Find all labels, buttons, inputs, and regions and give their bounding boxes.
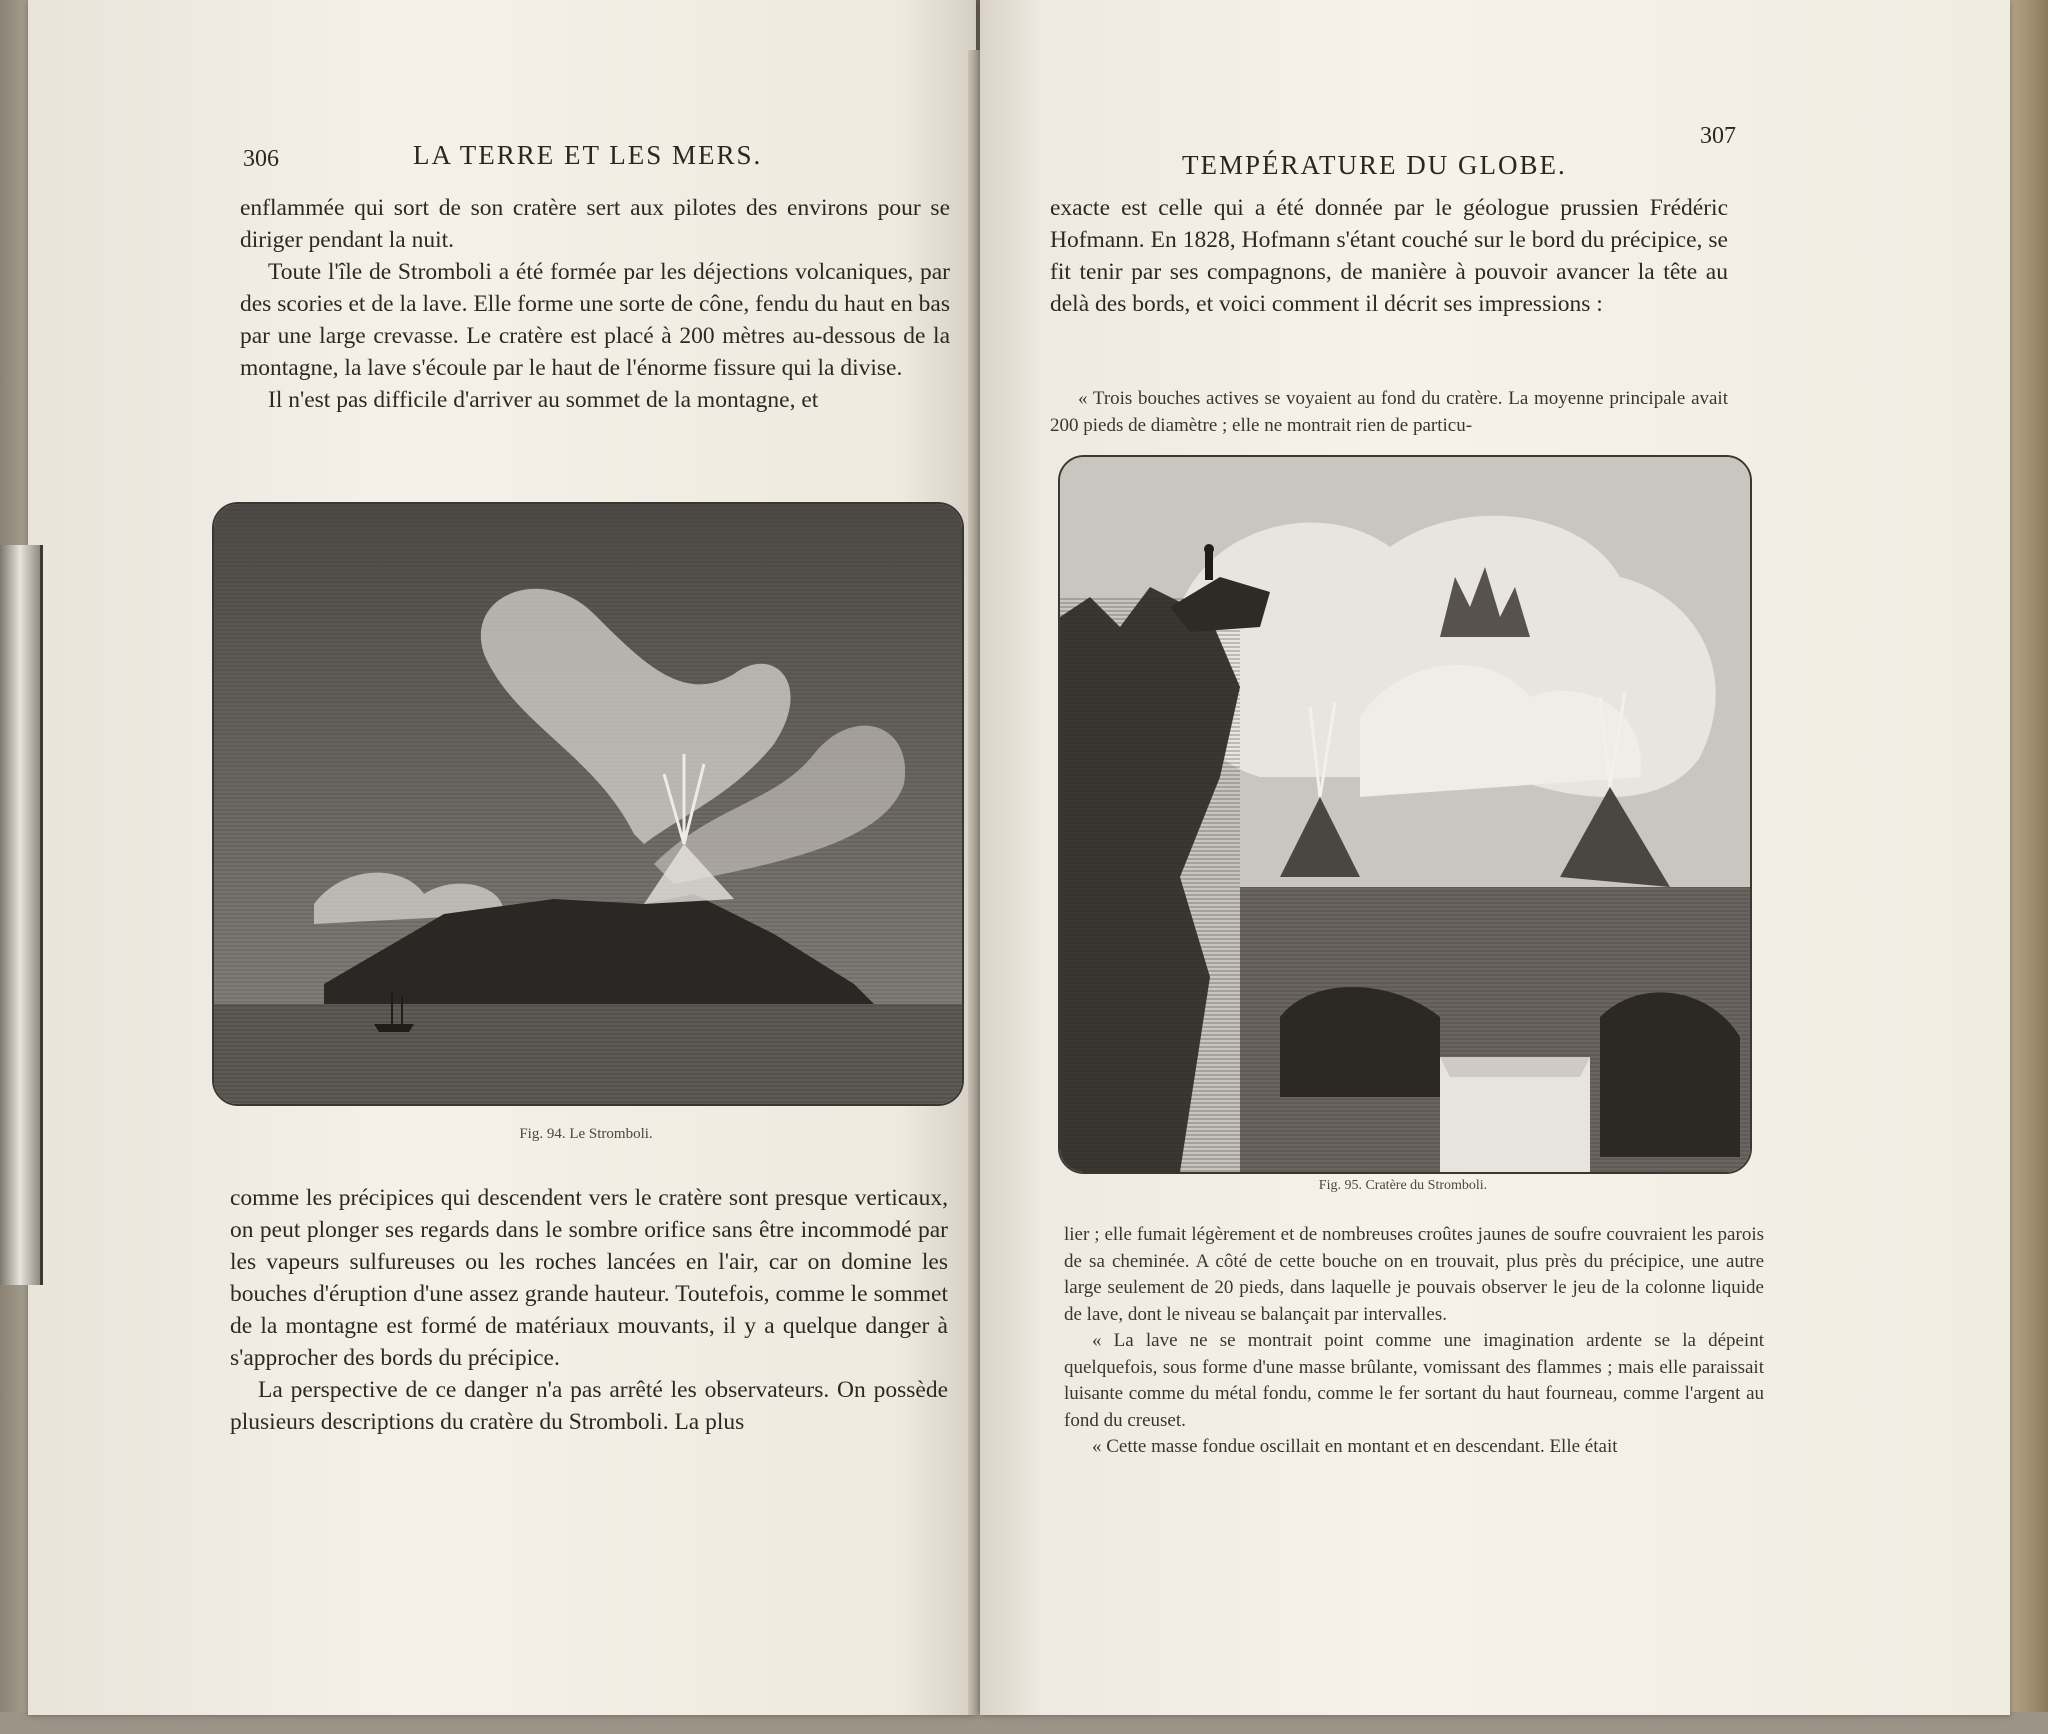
right-page [980,0,2010,1715]
left-text-bottom [230,1182,948,1438]
figure-stromboli-engraving [212,502,964,1106]
right-text-top [1050,192,1728,320]
quote-paragraph: « Trois bouches actives se voyaient au fond du cratère. La moyenne principale avait 200 pieds de diamètre ; elle ne montrait rien de particu- [1050,388,1728,436]
figure-caption-right: Fig. 95. Cratère du Stromboli. [1318,1178,1488,1193]
volcano-island-illustration [214,504,962,1104]
figure-caption-left: Fig. 94. Le Stromboli. [519,1126,653,1142]
crater-illustration [1060,457,1750,1172]
left-page [28,0,976,1715]
right-quote-bottom [1064,1222,1764,1461]
page-number-left: 306 [243,146,279,172]
quote-paragraph: « Cette masse fondue oscillait en montant et en descendant. Elle était [1092,1436,1618,1457]
figure-crater-engraving [1058,455,1752,1174]
paragraph: La perspective de ce danger n'a pas arrêté les observateurs. On possède plusieurs descriptions du cratère du Stromboli. La plus [230,1377,948,1435]
running-head-right: TEMPÉRATURE DU GLOBE. [1182,150,1567,180]
paragraph: Toute l'île de Stromboli a été formée par les déjections volcaniques, par des scories et de la lave. Elle forme une sorte de cône, fendu du haut en bas par une large crevasse. Le cratère est placé à 200 mètres au-dessous de la montagne, la lave s'écoule par le haut de l'énorme fissure qui la divise. [240,259,950,381]
paragraph: enflammée qui sort de son cratère sert aux pilotes des environs pour se diriger pendant la nuit. [240,195,950,253]
table-surface [0,1712,2048,1734]
quote-paragraph: lier ; elle fumait légèrement et de nombreuses croûtes jaunes de soufre couvraient les parois de sa cheminée. A côté de cette bouche on en trouvait, plus près du précipice, une autre large seulement de 20 pieds, dans laquelle je pouvais observer le jeu de la colonne liquide de lave, dont le niveau se balançait par intervalles. [1064,1224,1764,1325]
paragraph: comme les précipices qui descendent vers le cratère sont presque verticaux, on peut plonger ses regards dans le sombre orifice sans être incommodé par les vapeurs sulfureuses ou les roches lancées en l'air, car on domine les bouches d'éruption d'une assez grande hauteur. Toutefois, comme le sommet de la montagne est formé de matériaux mouvants, il y a quelque danger à s'approcher des bords du précipice. [230,1185,948,1371]
right-quote-top [1050,386,1728,439]
paragraph: Il n'est pas difficile d'arriver au sommet de la montagne, et [268,387,819,413]
page-number-right: 307 [1700,123,1736,149]
paragraph: exacte est celle qui a été donnée par le géologue prussien Frédéric Hofmann. En 1828, Hofmann s'étant couché sur le bord du précipice, se fit tenir par ses compagnons, de manière à pouvoir avancer la tête au delà des bords, et voici comment il décrit ses impressions : [1050,195,1728,317]
bookmark-ribbon [0,545,43,1285]
book-page-block-right [2008,0,2048,1734]
left-text-top [240,192,950,416]
running-head-left: LA TERRE ET LES MERS. [413,140,763,170]
quote-paragraph: « La lave ne se montrait point comme une imagination ardente se la dépeint quelquefois, sous forme d'une masse brûlante, vomissant des flammes ; mais elle paraissait luisante comme du métal fondu, comme le fer sortant du haut fourneau, comme l'argent au fond du creuset. [1064,1330,1764,1431]
